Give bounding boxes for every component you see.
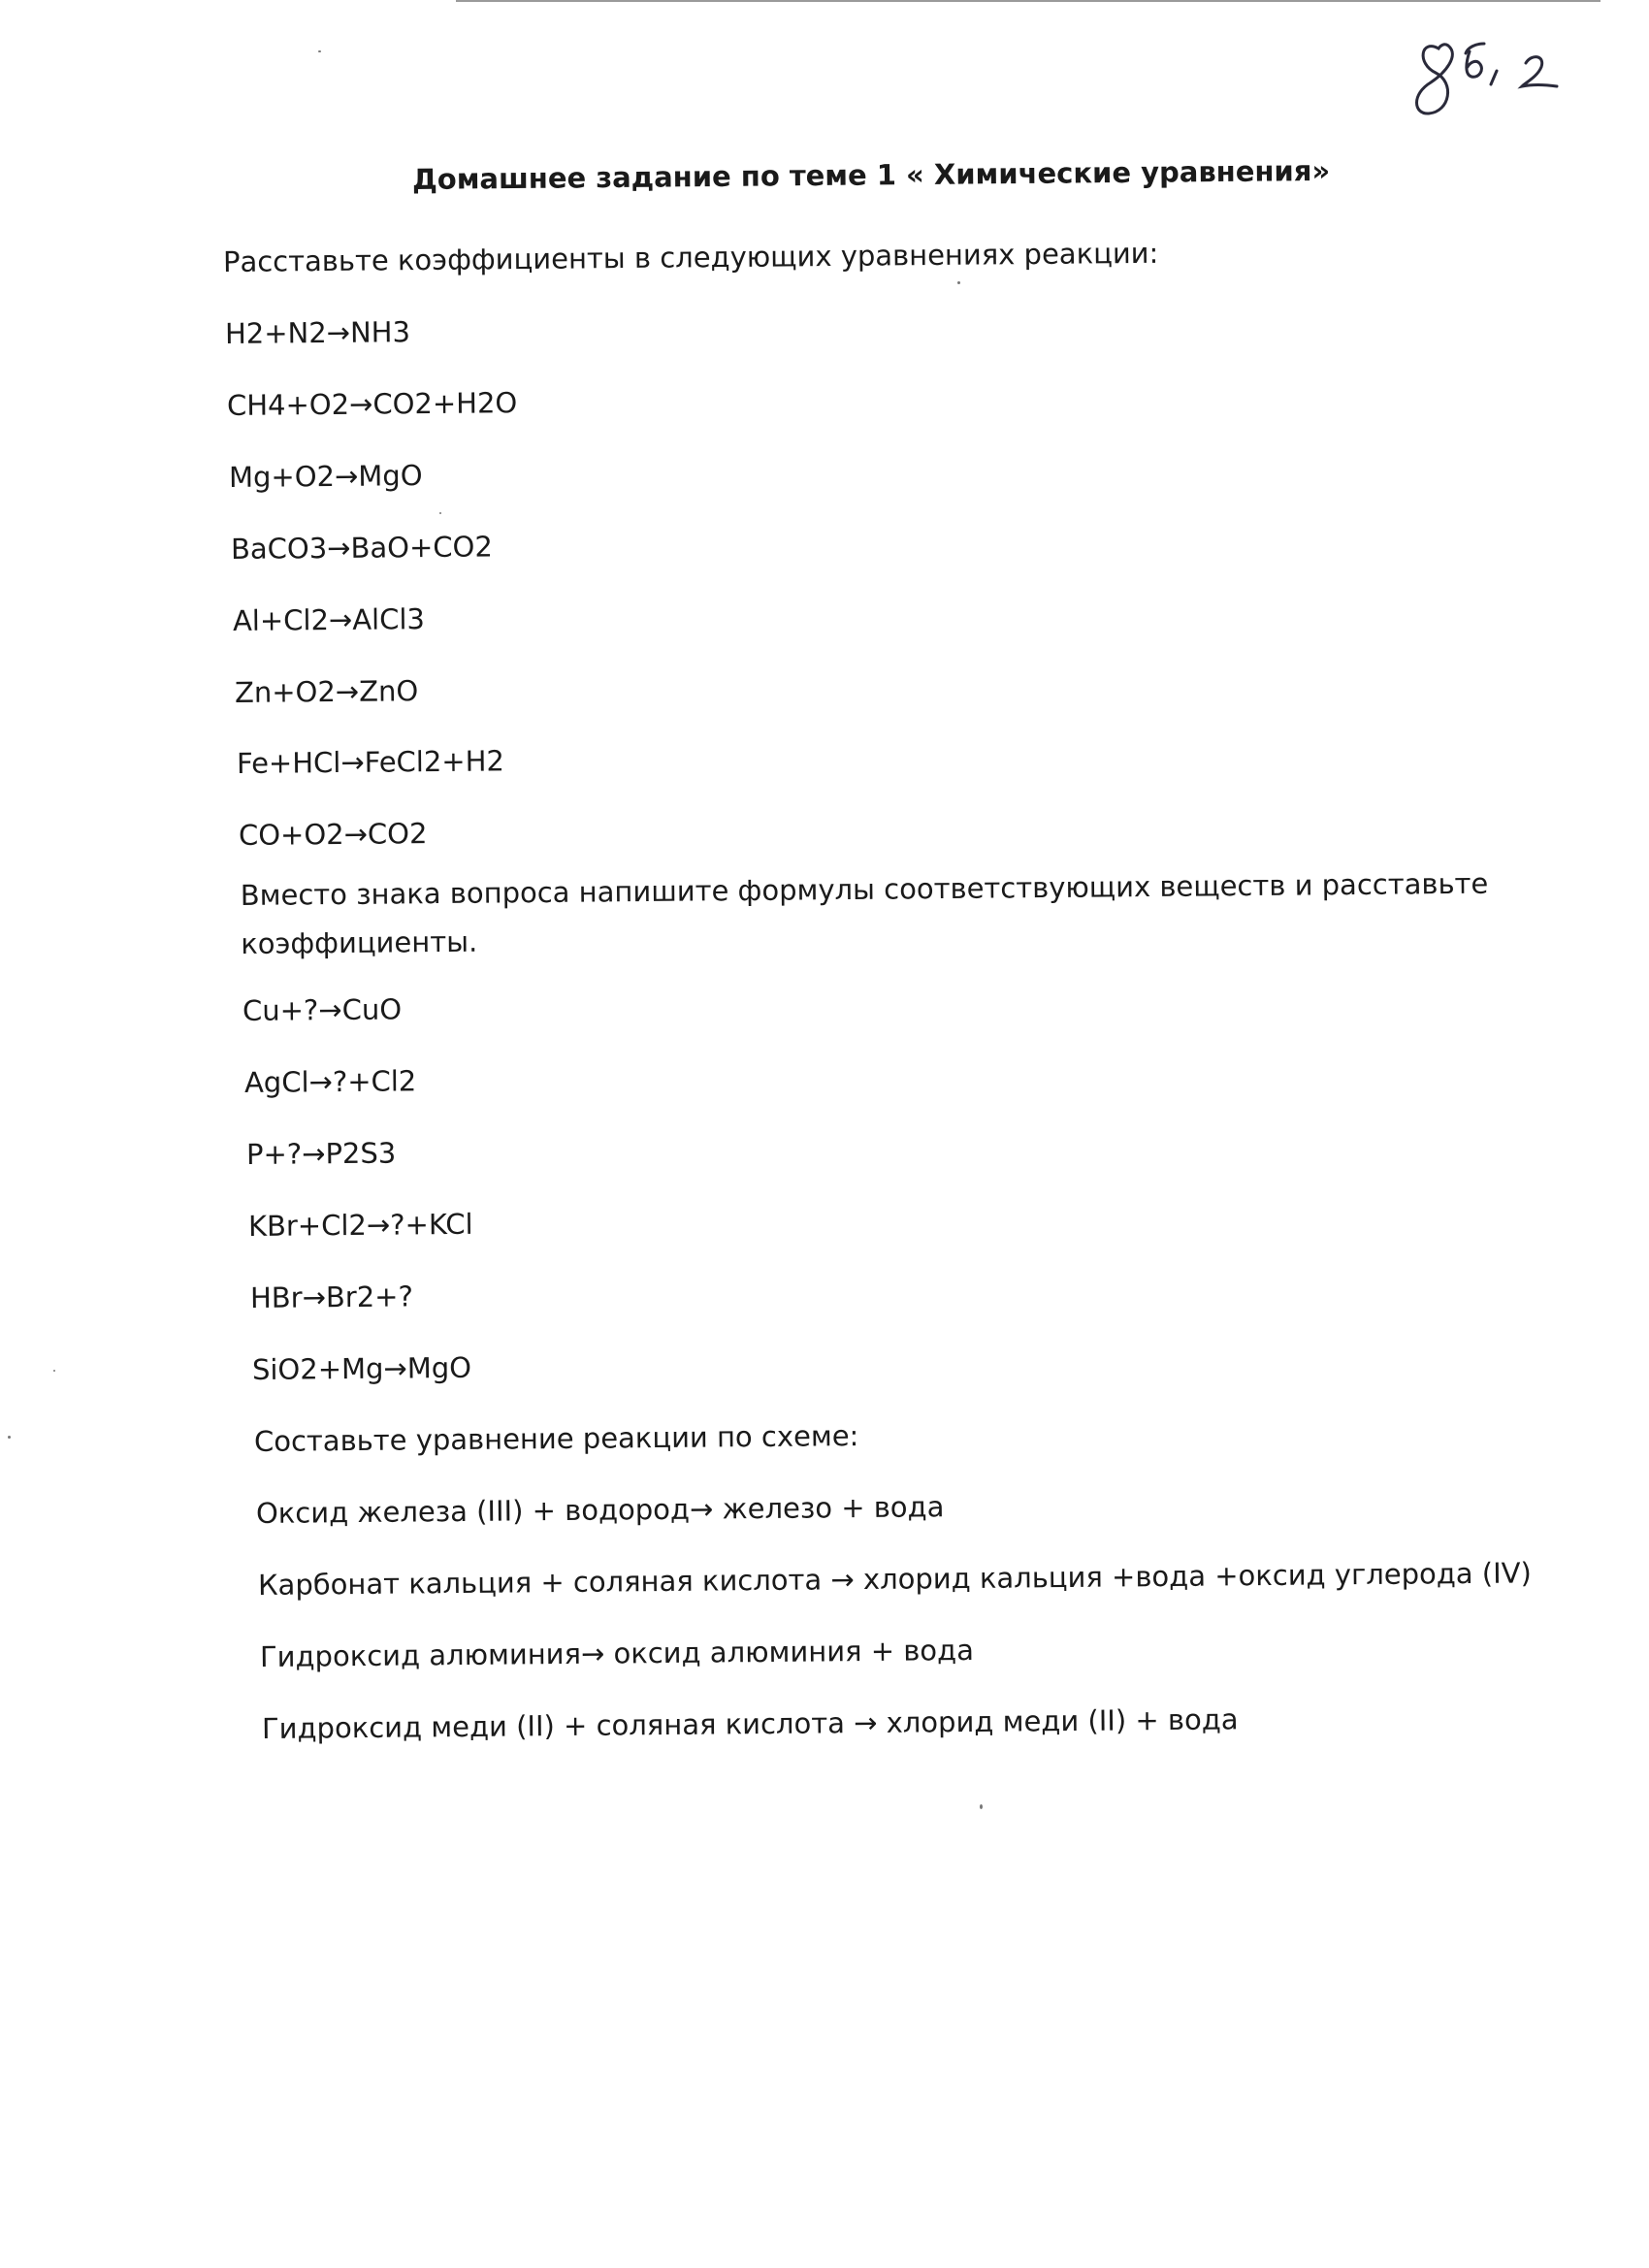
scan-speck <box>980 1804 983 1809</box>
equation-item: Zn+O2→ZnO <box>234 674 419 709</box>
scan-speck <box>53 1370 55 1372</box>
scan-speck <box>439 512 441 514</box>
equation-item: P+?→P2S3 <box>245 1136 397 1171</box>
scheme-item: Оксид железа (III) + водород→ железо + вода <box>255 1490 945 1530</box>
equation-item: Mg+O2→MgO <box>228 459 423 494</box>
scan-speck <box>957 281 960 284</box>
scheme-item: Карбонат кальция + соляная кислота → хлорид кальция +вода +оксид углерода (IV) <box>257 1556 1532 1602</box>
equation-item: AgCl→?+Cl2 <box>243 1064 417 1099</box>
equation-item: Al+Cl2→AlCl3 <box>232 602 426 637</box>
equation-item: CO+O2→CO2 <box>238 817 428 852</box>
equation-item: H2+N2→NH3 <box>224 315 411 350</box>
scheme-item: Гидроксид меди (II) + соляная кислота → хлорид меди (II) + вода <box>261 1702 1239 1745</box>
scan-speck <box>318 50 321 52</box>
equation-item: KBr+Cl2→?+KCl <box>247 1207 473 1243</box>
equation-item: SiO2+Mg→MgO <box>251 1350 472 1386</box>
page-title: Домашнее задание по теме 1 « Химические уравнения» <box>411 153 1331 196</box>
section3-instruction: Составьте уравнение реакции по схеме: <box>253 1419 859 1458</box>
section2-instruction: Вместо знака вопроса напишите формулы соответствующих веществ и расставьте коэффициенты. <box>240 866 1489 960</box>
equation-item: HBr→Br2+? <box>249 1280 414 1314</box>
scan-speck <box>8 1436 11 1439</box>
equation-item: BaCO3→BaO+CO2 <box>230 530 493 566</box>
equation-item: Fe+HCl→FeCl2+H2 <box>236 744 505 780</box>
section1-instruction: Расставьте коэффициенты в следующих уравнениях реакции: <box>222 236 1159 278</box>
equation-item: Cu+?→CuO <box>242 992 403 1027</box>
scan-edge-line <box>456 0 1600 2</box>
equation-item: CH4+O2→CO2+H2O <box>226 386 518 422</box>
scheme-item: Гидроксид алюминия→ оксид алюминия + вода <box>259 1633 975 1673</box>
handwritten-grade-mark <box>1411 34 1586 126</box>
